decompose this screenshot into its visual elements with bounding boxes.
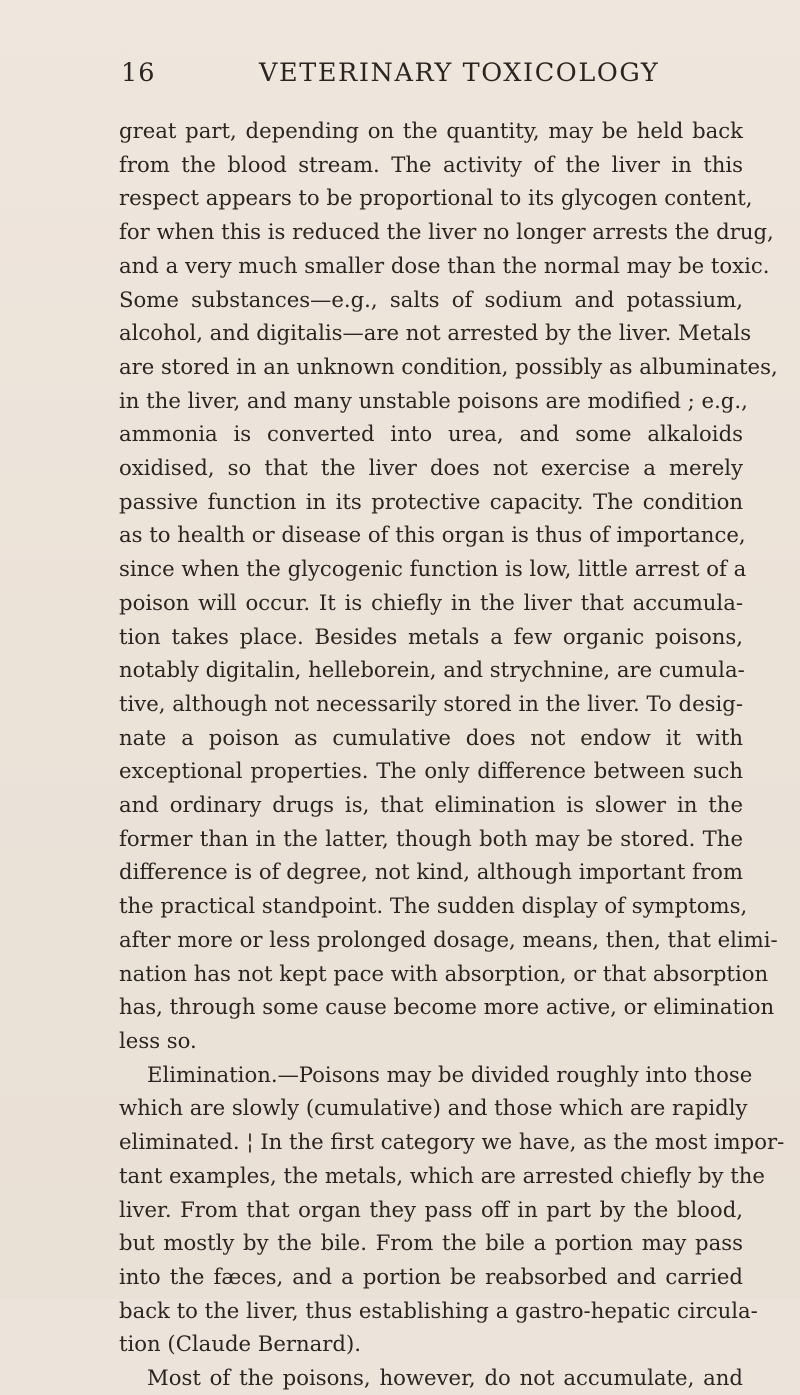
- page-number: 16: [121, 58, 156, 88]
- text-line: tion (Claude Bernard).: [119, 1331, 362, 1357]
- text-line: alcohol, and digitalis—are not arrested by the liver. Metals: [119, 320, 752, 346]
- text-line: less so.: [119, 1027, 197, 1053]
- text-line: difference is of degree, not kind, although important from: [119, 859, 743, 885]
- text-line: as to health or disease of this organ is thus of importance,: [119, 522, 746, 548]
- text-line: tive, although not necessarily stored in the liver. To desig-: [119, 690, 743, 716]
- text-line: in the liver, and many unstable poisons are modified ; e.g.,: [119, 387, 748, 413]
- text-line: nation has not kept pace with absorption, or that absorption: [119, 960, 769, 986]
- text-line: which are slowly (cumulative) and those which are rapidly: [119, 1095, 748, 1121]
- body-text: [119, 114, 785, 1395]
- text-line: into the fæces, and a portion be reabsorbed and carried: [119, 1263, 743, 1289]
- section-heading-line: Elimination.—Poisons may be divided roughly into those: [147, 1061, 753, 1087]
- page-header: [121, 58, 738, 102]
- text-line: former than in the latter, though both may be stored. The: [119, 825, 743, 851]
- text-line: passive function in its protective capacity. The condition: [119, 488, 743, 514]
- text-line: after more or less prolonged dosage, means, then, that elimi-: [119, 926, 778, 952]
- text-line: liver. From that organ they pass off in part by the blood,: [119, 1196, 743, 1222]
- text-line: Most of the poisons, however, do not accumulate, and: [147, 1365, 743, 1391]
- text-line: the practical standpoint. The sudden display of symptoms,: [119, 893, 748, 919]
- text-line: oxidised, so that the liver does not exercise a merely: [119, 455, 743, 481]
- text-line: poison will occur. It is chiefly in the liver that accumula-: [119, 589, 743, 615]
- text-line: since when the glycogenic function is low, little arrest of a: [119, 556, 747, 582]
- running-title: VETERINARY TOXICOLOGY: [259, 58, 660, 88]
- text-line: respect appears to be proportional to its glycogen content,: [119, 185, 753, 211]
- text-line: nate a poison as cumulative does not endow it with: [119, 724, 743, 750]
- text-line: and ordinary drugs is, that elimination is slower in the: [119, 792, 743, 818]
- text-line: exceptional properties. The only difference between such: [119, 758, 743, 784]
- text-line: great part, depending on the quantity, may be held back: [119, 118, 743, 143]
- text-line: and a very much smaller dose than the normal may be toxic.: [119, 252, 770, 278]
- text-line: Some substances—e.g., salts of sodium and potassium,: [119, 286, 743, 312]
- text-line: ammonia is converted into urea, and some alkaloids: [119, 421, 743, 447]
- text-line: for when this is reduced the liver no longer arrests the drug,: [119, 219, 774, 245]
- text-line: but mostly by the bile. From the bile a portion may pass: [119, 1230, 743, 1256]
- text-line: has, through some cause become more active, or elimination: [119, 994, 775, 1020]
- text-line: from the blood stream. The activity of the liver in this: [119, 151, 743, 177]
- text-line: back to the liver, thus establishing a gastro-hepatic circula-: [119, 1297, 758, 1323]
- text-line: eliminated. ¦ In the first category we have, as the most impor-: [119, 1129, 785, 1155]
- text-line: tant examples, the metals, which are arrested chiefly by the: [119, 1162, 765, 1188]
- text-line: are stored in an unknown condition, possibly as albuminates,: [119, 353, 778, 379]
- text-line: notably digitalin, helleborein, and strychnine, are cumula-: [119, 657, 745, 683]
- text-line: tion takes place. Besides metals a few organic poisons,: [119, 623, 743, 649]
